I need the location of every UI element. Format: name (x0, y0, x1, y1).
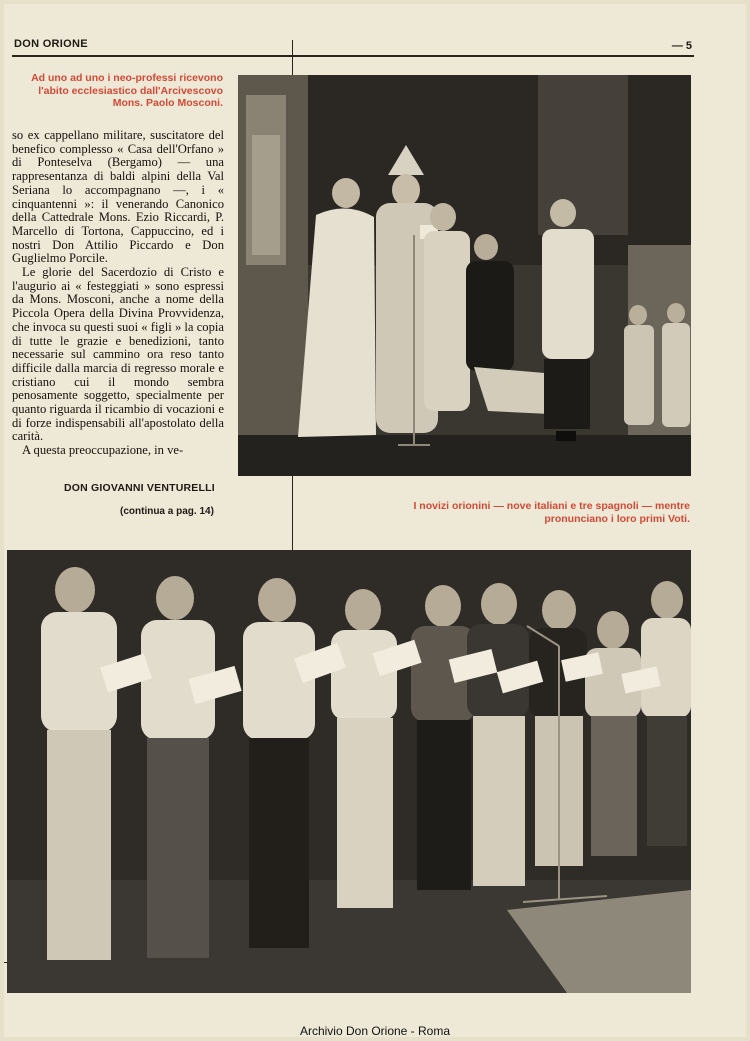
top-photo-caption: Ad uno ad uno i neo-professi ricevono l'abito ecclesiastico dall'Arcivescovo Mons. Paolo Mosconi. (31, 72, 223, 109)
photo-novices-vows (7, 550, 691, 993)
photo-novices-vows-image (7, 550, 691, 993)
header-rule (12, 55, 694, 57)
photo-vestition-ceremony-image (238, 75, 691, 476)
bottom-photo-caption: I novizi orionini — nove italiani e tre spagnoli — mentre pronunciano i loro primi Voti. (413, 500, 690, 525)
article-paragraph-2: Le glorie del Sacerdozio di Cristo e l'augurio ai « festeggiati » sono espressi da Mons. Mosconi, anche a nome della Piccola Opera della Divina Provvidenza, che invoca su questi suoi « figli » la copia di tutte le grazie e benedizioni, tanto necessarie sul cammino ora reso tanto difficile dalla marcia di regresso morale e cristiano cui il mondo sembra penosamente soggetto, specialmente per quanto riguarda il ricambio di vocazioni e di forze indispensabili all'apostolato della carità. (12, 265, 224, 444)
page-number: — 5 (671, 40, 692, 52)
article-body (12, 129, 224, 458)
article-paragraph-3: A questa preoccupazione, in ve- (22, 443, 184, 458)
running-head: DON ORIONE (14, 38, 88, 50)
continuation-note: (continua a pag. 14) (120, 506, 214, 517)
photo-vestition-ceremony (238, 75, 691, 476)
archive-footer: Archivio Don Orione - Roma (299, 1024, 451, 1038)
article-author: DON GIOVANNI VENTURELLI (64, 482, 215, 494)
article-paragraph-1: so ex cappellano militare, suscitatore del benefico complesso « Casa dell'Orfano » di Ponteselva (Bergamo) — una rappresentanza di baldi alpini della Val Seriana lo accompagnano —, i « cinquantenni »: il venerando Canonico della Cattedrale Mons. Ezio Riccardi, P. Marcello di Tortona, Cappuccino, ed i nostri Don Attilio Piccardo e Don Guglielmo Porcile. (12, 128, 224, 266)
